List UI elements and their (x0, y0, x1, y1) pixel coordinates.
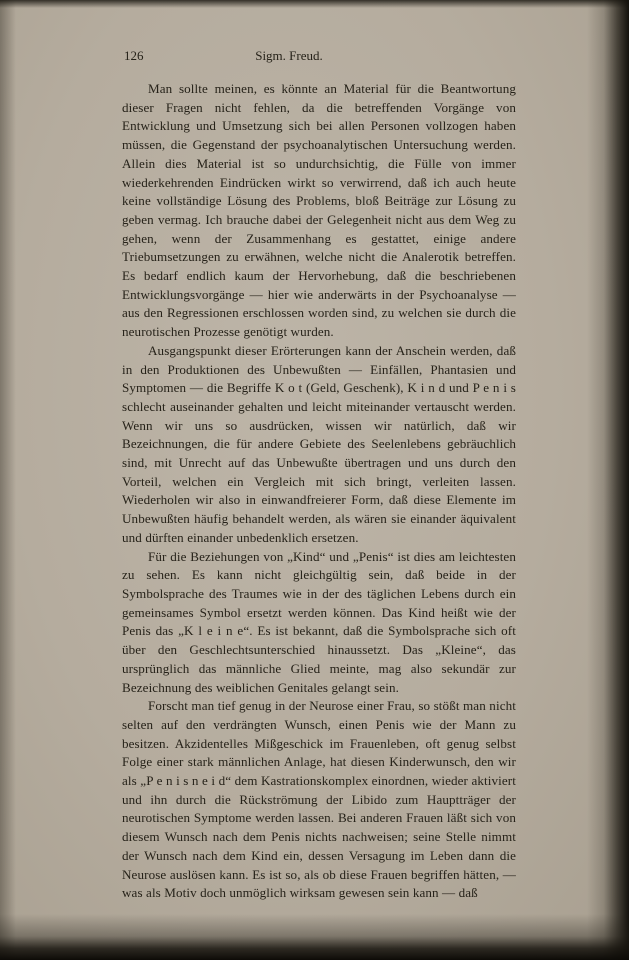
page-header (122, 48, 516, 70)
body-text (122, 80, 516, 903)
scan-shadow-bottom (0, 914, 629, 960)
paragraph: Man sollte meinen, es könnte an Material für die Beantwortung dieser Fragen nicht fehlen, da die betreffenden Vorgänge von Entwicklung und Umsetzung sich bei allen Personen vollzogen haben müssen, die Gegenstand der psychoanalytischen Untersuchung werden. Allein dies Material ist so undurchsichtig, die Fülle von immer wiederkehrenden Eindrücken wirkt so verwirrend, daß ich auch heute keine vollständige Lösung des Problems, bloß Beiträge zur Lösung zu geben vermag. Ich brauche dabei der Gelegenheit nicht aus dem Weg zu gehen, wenn der Zusammenhang es gestattet, einige andere Triebumsetzungen zu erwähnen, welche nicht die Analerotik betreffen. Es bedarf endlich kaum der Hervorhebung, daß die beschriebenen Entwicklungsvorgänge — hier wie anderwärts in der Psychoanalyse — aus den Regressionen erschlossen worden sind, zu welchen sie durch die neurotischen Prozesse genötigt wurden. (122, 81, 516, 340)
scan-shadow-top (0, 0, 629, 8)
scan-shadow-right (587, 0, 629, 960)
scan-shadow-left (0, 0, 16, 960)
running-head: Sigm. Freud. (255, 48, 323, 63)
paragraph: Für die Beziehungen von „Kind“ und „Penis“ ist dies am leichtesten zu sehen. Es kann nicht gleichgültig sein, daß beide in der Symbolsprache des Traumes wie in der des täglichen Lebens durch ein gemeinsames Symbol ersetzt werden können. Das Kind heißt wie der Penis das „K l e i n e“. Es ist bekannt, daß die Symbolsprache sich oft über den Geschlechtsunterschied hinaussetzt. Das „Kleine“, das ursprünglich das männliche Glied meinte, mag also sekundär zur Bezeichnung des weiblichen Genitales gelangt sein. (122, 548, 516, 695)
paragraph: Ausgangspunkt dieser Erörterungen kann der Anschein werden, daß in den Produktionen des Unbewußten — Einfällen, Phantasien und Symptomen — die Begriffe K o t (Geld, Geschenk), K i n d und P e n i s schlecht auseinander gehalten und leicht miteinander vertauscht werden. Wenn wir uns so ausdrücken, wissen wir natürlich, daß wir Bezeichnungen, die für andere Gebiete des Seelenlebens gebräuchlich sind, mit Unrecht auf das Unbewußte übertragen und uns durch den Vorteil, welchen ein Vergleich mit sich bringt, verleiten lassen. Wiederholen wir also in einwandfreierer Form, daß diese Elemente im Unbewußten häufig behandelt werden, als wären sie einander äquivalent und dürften einander unbedenklich ersetzen. (122, 342, 516, 545)
page-number: 126 (124, 48, 144, 63)
paragraph: Forscht man tief genug in der Neurose einer Frau, so stößt man nicht selten auf den verdrängten Wunsch, einen Penis wie der Mann zu besitzen. Akzidentelles Mißgeschick im Frauenleben, oft genug selbst Folge einer stark männlichen Anlage, hat diesen Kinderwunsch, den wir als „P e n i s n e i d“ dem Kastrationskomplex einordnen, wieder aktiviert und ihn durch die Rückströmung der Libido zum Hauptträger der neurotischen Symptome werden lassen. Bei anderen Frauen läßt sich von diesem Wunsch nach dem Penis nichts nachweisen; seine Stelle nimmt der Wunsch nach dem Kind ein, dessen Versagung im Leben dann die Neurose auslösen kann. Es ist so, als ob diese Frauen begriffen hätten, — was als Motiv doch unmöglich wirksam gewesen sein kann — daß (122, 698, 516, 901)
page-content (122, 48, 516, 903)
